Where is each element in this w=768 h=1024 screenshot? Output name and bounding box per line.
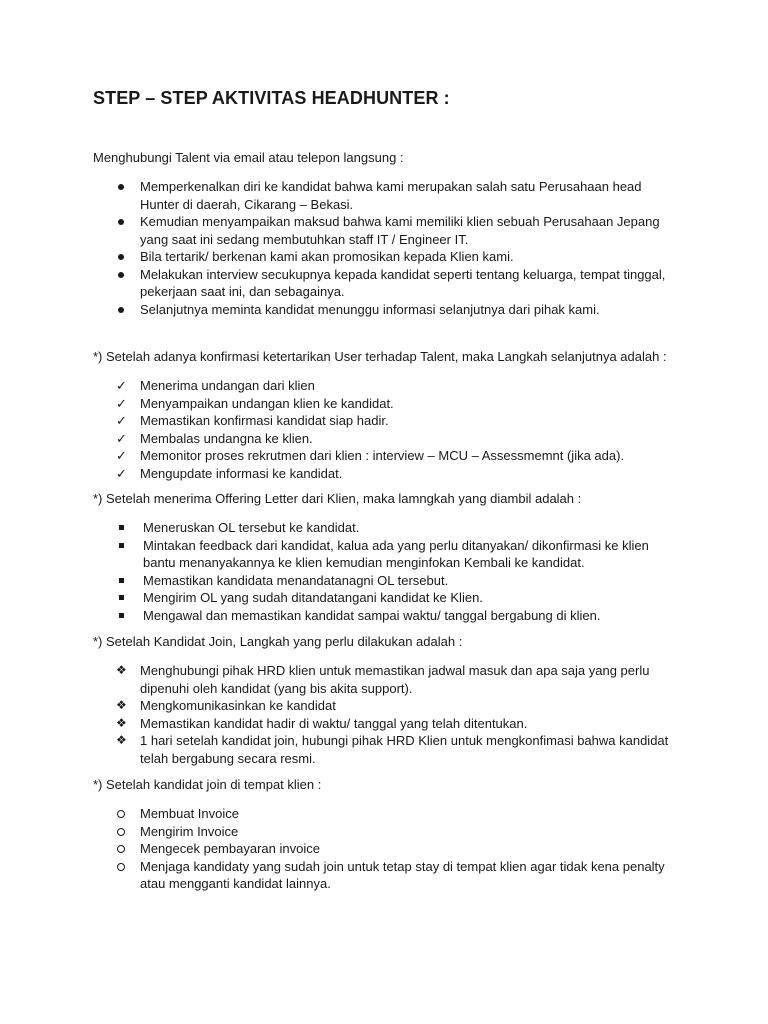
list-item-text: 1 hari setelah kandidat join, hubungi pihak HRD Klien untuk mengkonfimasi bahwa kandidat telah bergabung secara resmi. [140, 733, 669, 766]
list-item [0, 519, 683, 537]
document-title: STEP – STEP AKTIVITAS HEADHUNTER : [93, 88, 450, 108]
list-item [0, 607, 683, 625]
list-item [0, 430, 680, 448]
diamond-bullet-icon: ❖ [116, 663, 127, 677]
list-item-text: Menghubungi pihak HRD klien untuk memastikan jadwal masuk dan apa saja yang perlu dipenuhi oleh kandidat (yang bis akita support). [140, 663, 650, 696]
checkmark-icon: ✓ [116, 395, 127, 411]
section1-list [0, 178, 768, 318]
list-item-text: Memperkenalkan diri ke kandidat bahwa kami merupakan salah satu Perusahaan head Hunter di daerah, Cikarang – Bekasi. [140, 179, 642, 212]
list-item-text: Mengawal dan memastikan kandidat sampai waktu/ tanggal bergabung di klien. [143, 607, 601, 623]
list-item [0, 248, 680, 266]
list-item [0, 377, 680, 395]
section4-list [0, 662, 768, 767]
list-item [0, 662, 680, 697]
list-item [0, 266, 680, 301]
checkmark-icon: ✓ [116, 448, 127, 463]
section3-heading: *) Setelah menerima Offering Letter dari Klien, maka lamngkah yang diambil adalah : [93, 491, 582, 506]
list-item [0, 412, 680, 430]
list-item-text: Meneruskan OL tersebut ke kandidat. [143, 520, 360, 535]
list-item [0, 589, 683, 607]
checkmark-icon: ✓ [116, 465, 127, 481]
list-item-text: Memonitor proses rekrutmen dari klien : interview – MCU – Assessmemnt (jika ada). [140, 448, 625, 463]
diamond-bullet-icon: ❖ [116, 715, 127, 730]
section2-list [0, 377, 768, 482]
section5-list [0, 805, 768, 893]
list-item-text: Mengupdate informasi ke kandidat. [140, 465, 343, 481]
intro-text: Menghubungi Talent via email atau telepon langsung : [93, 150, 404, 165]
list-item [0, 572, 683, 590]
list-item [0, 178, 680, 213]
list-item [0, 840, 680, 858]
list-item-text: Mengecek pembayaran invoice [140, 841, 320, 856]
list-item [0, 301, 680, 319]
list-item-text: Menyampaikan undangan klien ke kandidat. [140, 395, 394, 411]
list-item [0, 805, 680, 823]
section5-heading: *) Setelah kandidat join di tempat klien : [93, 777, 322, 792]
list-item-text: Mengkomunikasinkan ke kandidat [140, 698, 336, 713]
diamond-bullet-icon: ❖ [116, 733, 127, 747]
list-item-text: Memastikan kandidata menandatanagni OL tersebut. [143, 572, 449, 588]
list-item [0, 537, 683, 572]
list-item-text: Memastikan kandidat hadir di waktu/ tanggal yang telah ditentukan. [140, 715, 528, 731]
list-item-text: Melakukan interview secukupnya kepada kandidat seperti tentang keluarga, tempat tinggal, pekerjaan saat ini, dan sebagainya. [140, 266, 666, 299]
checkmark-icon: ✓ [116, 430, 127, 446]
section4-heading: *) Setelah Kandidat Join, Langkah yang perlu dilakukan adalah : [93, 634, 463, 649]
list-item [0, 395, 680, 413]
section3-list [0, 519, 768, 624]
list-item-text: Memastikan konfirmasi kandidat siap hadir. [140, 413, 389, 428]
list-item-text: Mengirim Invoice [140, 823, 239, 839]
list-item-text: Menjaga kandidaty yang sudah join untuk tetap stay di tempat klien agar tidak kena penalty atau mengganti kandidat lainnya. [140, 858, 665, 891]
list-item [0, 697, 680, 715]
list-item-text: Mintakan feedback dari kandidat, kalua ada yang perlu ditanyakan/ dikonfirmasi ke klien bantu menanyakannya ke klien kemudian menginfokan Kembali ke kandidat. [143, 537, 649, 570]
list-item [0, 213, 680, 248]
section2-heading: *) Setelah adanya konfirmasi ketertarikan User terhadap Talent, maka Langkah selanjutnya adalah : [93, 349, 667, 364]
checkmark-icon: ✓ [116, 413, 127, 428]
list-item-text: Kemudian menyampaikan maksud bahwa kami memiliki klien sebuah Perusahaan Jepang yang saat ini sedang membutuhkan staff IT / Engineer IT. [140, 214, 660, 247]
list-item [0, 715, 680, 733]
checkmark-icon: ✓ [116, 378, 127, 393]
list-item-text: Membuat Invoice [140, 806, 239, 821]
list-item-text: Membalas undangna ke klien. [140, 430, 313, 446]
list-item [0, 447, 680, 465]
list-item-text: Menerima undangan dari klien [140, 378, 315, 393]
list-item [0, 465, 680, 483]
list-item [0, 858, 680, 893]
list-item [0, 823, 680, 841]
diamond-bullet-icon: ❖ [116, 698, 127, 712]
list-item [0, 732, 680, 767]
list-item-text: Bila tertarik/ berkenan kami akan promosikan kepada Klien kami. [140, 249, 514, 264]
list-item-text: Mengirim OL yang sudah ditandatangani kandidat ke Klien. [143, 590, 483, 605]
list-item-text: Selanjutnya meminta kandidat menunggu informasi selanjutnya dari pihak kami. [140, 301, 600, 317]
